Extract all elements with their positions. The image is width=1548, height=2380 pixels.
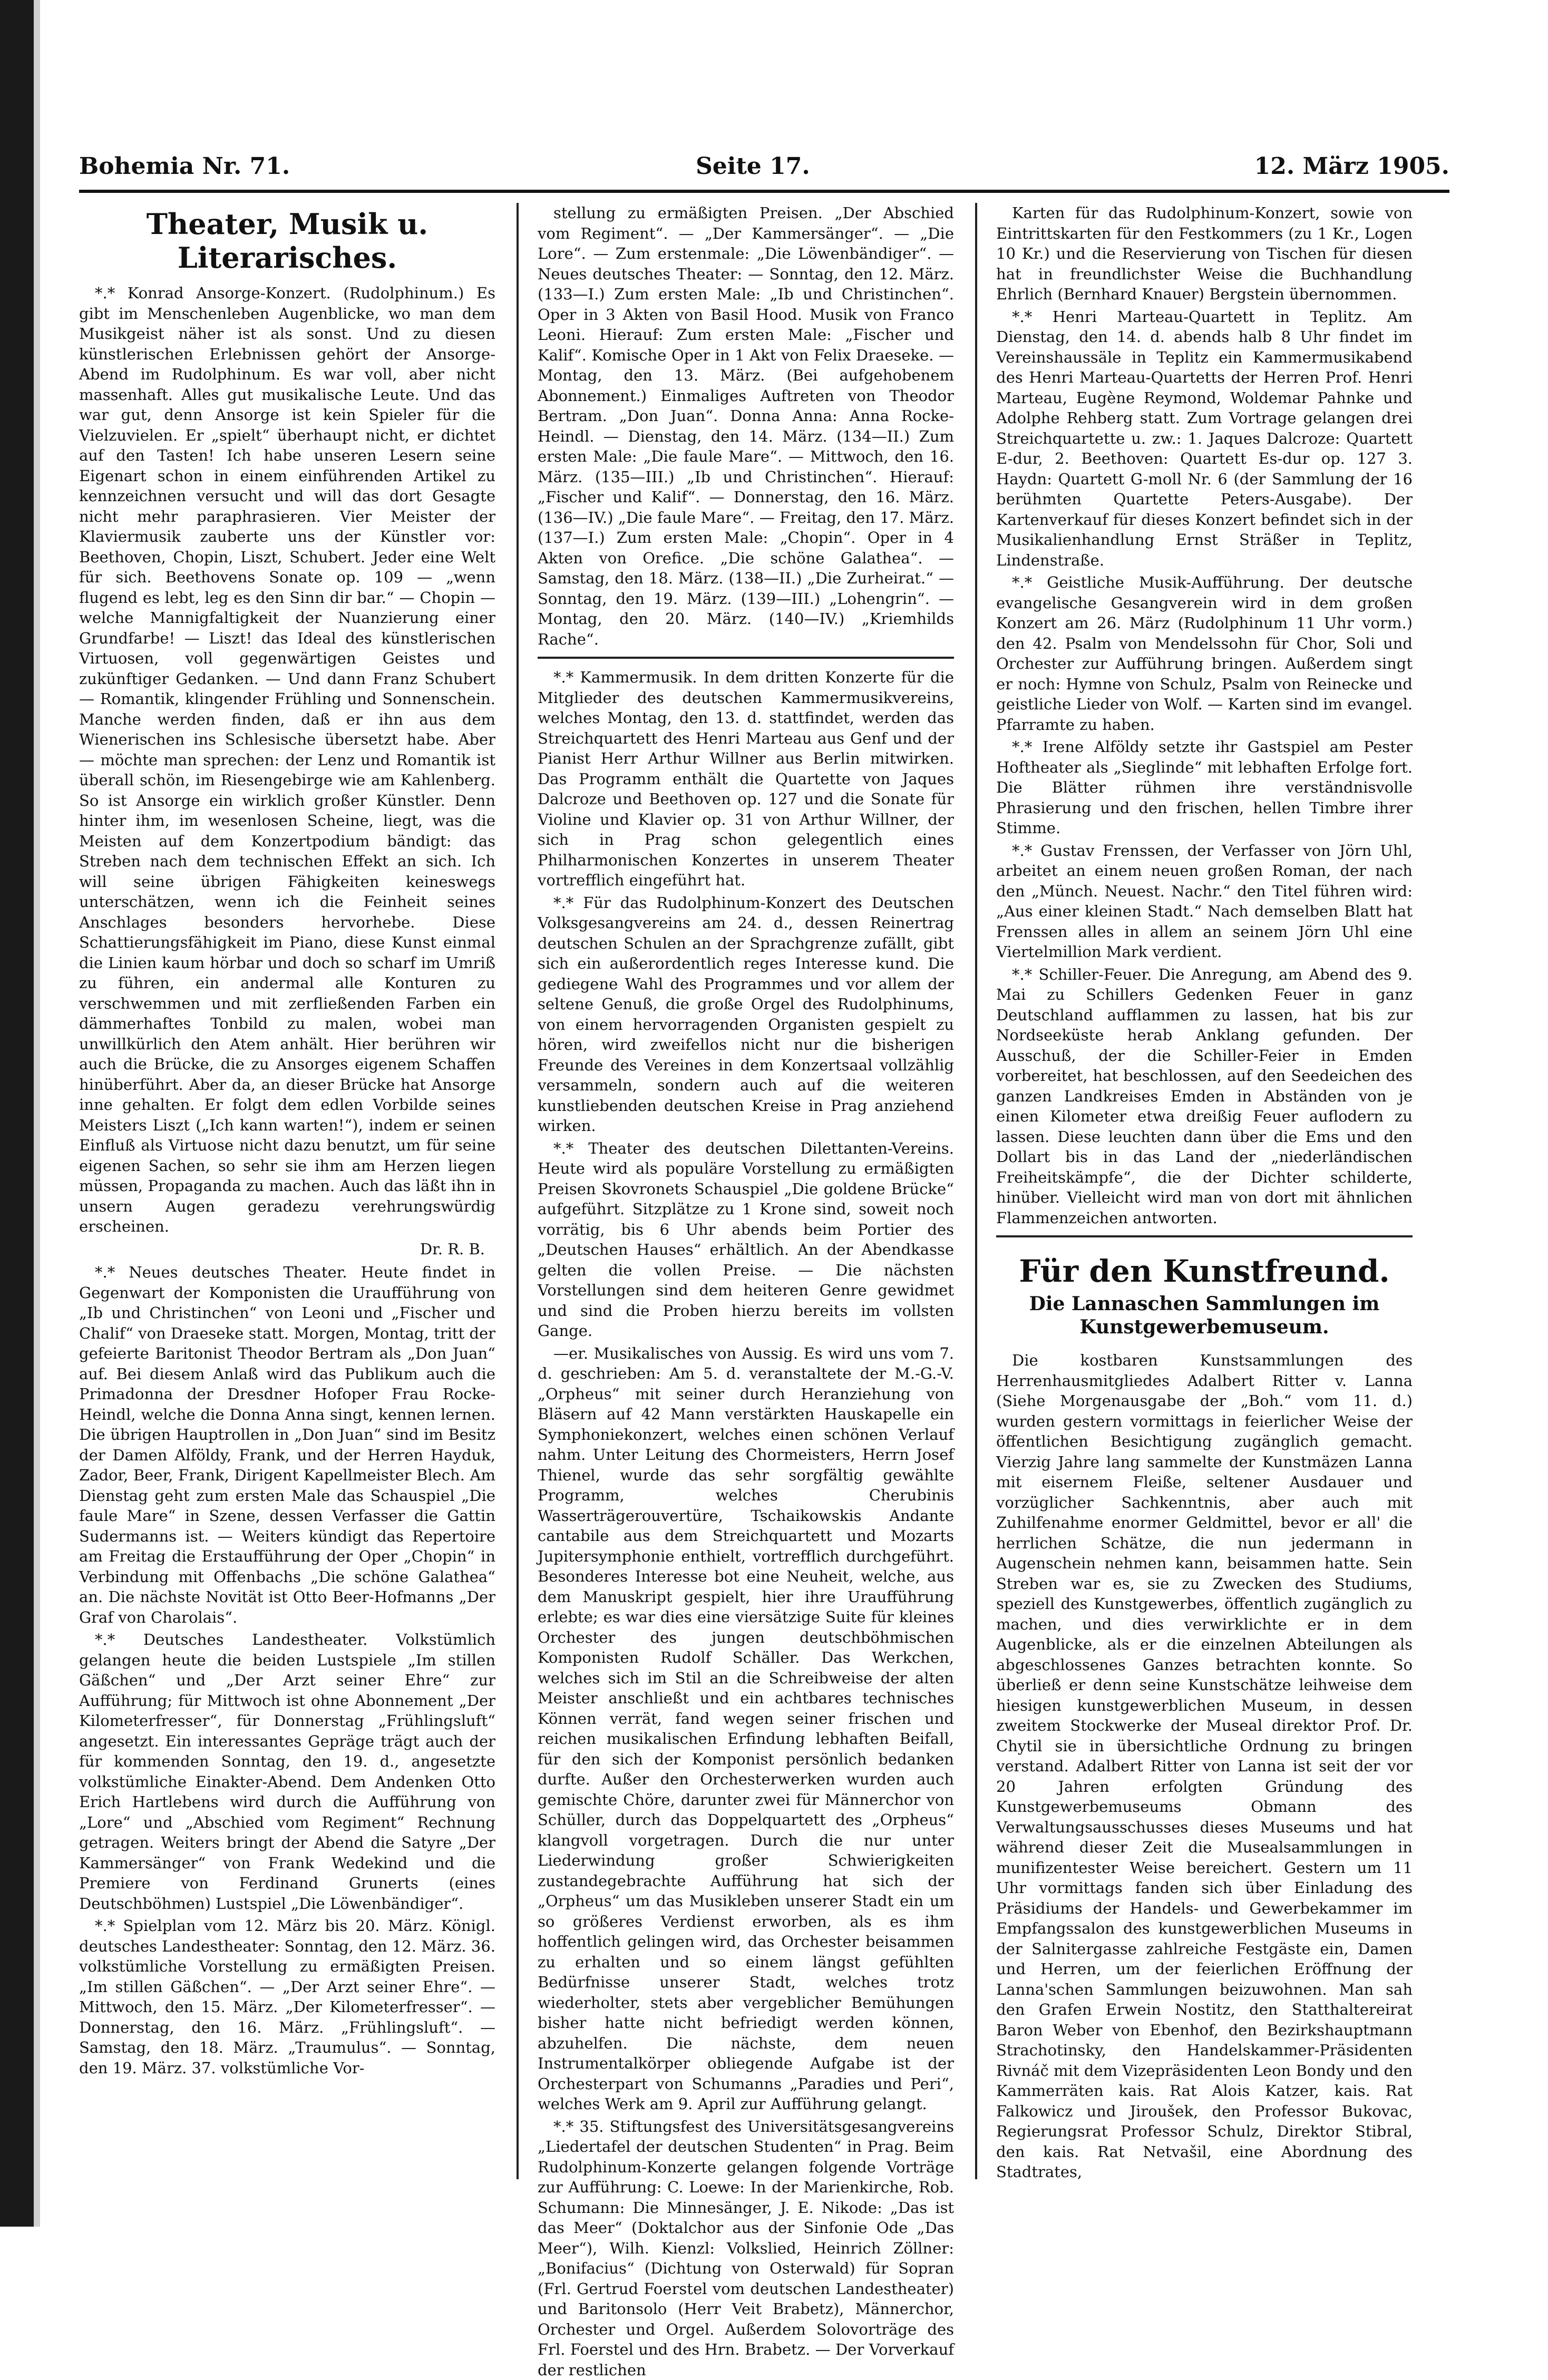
section-title: Theater, Musik u. Literarisches. bbox=[79, 207, 495, 275]
issue-date: 12. März 1905. bbox=[1254, 153, 1449, 180]
article-volksgesangverein: *.* Für das Rudolphinum-Konzert des Deutschen Volksgesangvereins am 24. d., dessen Reinertrag deutschen Schulen an der Sprachgrenze zufällt, gibt sich ein außerordentlich reges Interesse kund. Die gediegene Wahl des Programmes und vor allem der seltene Genuß, die große Orgel des Rudolphinums, von einem hervorragenden Organisten gespielt zu hören, wird zweifellos nicht nur die bisherigen Freunde des Vereines in dem Konzertsaal vollzählig versammeln, sondern auch auf die weiteren kunstliebenden deutschen Kreise in Prag anziehend wirken. bbox=[538, 893, 954, 1136]
newspaper-page bbox=[79, 126, 1449, 2182]
column-rule bbox=[975, 203, 977, 2179]
column-rule bbox=[517, 203, 519, 2179]
article-kammermusik: *.* Kammermusik. In dem dritten Konzerte für die Mitglieder des deutschen Kammermusikvereins, welches Montag, den 13. d. stattfindet, werden das Streichquartett des Henri Marteau aus Genf und der Pianist Herr Arthur Willner aus Berlin mitwirken. Das Programm enthält die Quartette von Jaques Dalcroze und Beethoven op. 127 und die Sonate für Violine und Klavier op. 31 von Arthur Willner, der sich in Prag schon gelegentlich eines Philharmonischen Konzertes in unserem Theater vortrefflich eingeführt hat. bbox=[538, 667, 954, 891]
section-title-kunstfreund: Für den Kunstfreund. bbox=[996, 1253, 1413, 1289]
column-1 bbox=[79, 203, 495, 2179]
article-frenssen: *.* Gustav Frenssen, der Verfasser von Jörn Uhl, arbeitet an einem neuen großen Roman, der nach den „Münch. Neuest. Nachr.“ den Titel führen wird: „Aus einer kleinen Stadt.“ Nach demselben Blatt hat Frenssen alles in allem an seinem Jörn Uhl eine Viertelmillion Mark verdient. bbox=[996, 841, 1413, 962]
article-lanna: Die kostbaren Kunstsammlungen des Herrenhausmitgliedes Adalbert Ritter v. Lanna (Siehe Morgenausgabe der „Boh.“ vom 11. d.) wurden gestern vormittags in feierlicher Weise der öffentlichen Besichtigung zugänglich gemacht. Vierzig Jahre lang sammelte der Kunstmäzen Lanna mit eisernem Fleiße, seltener Ausdauer und vorzüglicher Sachkenntnis, aber auch mit Zuhilfenahme enormer Geldmittel, bevor er all' die herrlichen Schätze, die nun jedermann in Augenschein nehmen kann, beisammen hatte. Sein Streben war es, sie zu Zwecken des Studiums, speziell des Kunstgewerbes, öffentlich zugänglich zu machen, und dies verwirklichte er in dem Augenblicke, als er die einzelnen Abteilungen als abgeschlossenes Ganzes betrachten konnte. So überließ er denn seine Kunstschätze leihweise dem hiesigen kunstgewerblichen Museum, in dessen zweitem Stockwerke der Museal direktor Prof. Dr. Chytil sie in übersichtliche Ordnung zu bringen verstand. Adalbert Ritter von Lanna ist seit der vor 20 Jahren erfolgten Gründung des Kunstgewerbemuseums Obmann des Verwaltungsausschusses dieses Museums und hat während dieser Zeit die Musealsammlungen in munifizentester Weise bereichert. Gestern um 11 Uhr vormittags fanden sich über Einladung des Präsidiums der Handels- und Gewerbekammer im Empfangssalon des kunstgewerblichen Museums in der Salnitergasse zahlreiche Festgäste ein, Damen und Herren, um der feierlichen Eröffnung der Lanna'schen Sammlungen beizuwohnen. Man sah den Grafen Erwein Nostitz, den Statthaltereirat Baron Weber von Ebenhof, den Bezirkshauptmann Strachotinsky, den Handelskammer-Präsidenten Rivnáč mit dem Vizepräsidenten Leon Bondy und den Kammerräten kais. Rat Alois Katzer, kais. Rat Falkowicz und Jiroušek, den Professor Bukovac, Regierungsrat Professor Schulz, Direktor Stibral, den kais. Rat Netvašil, eine Abordnung des Stadtrates, bbox=[996, 1350, 1413, 2182]
article-marteau: *.* Henri Marteau-Quartett in Teplitz. Am Dienstag, den 14. d. abends halb 8 Uhr findet im Vereinshaussäle in Teplitz ein Kammermusikabend des Henri Marteau-Quartetts der Herren Prof. Henri Marteau, Eugène Reymond, Woldemar Pahnke und Adolphe Rehberg statt. Zum Vortrage gelangen drei Streichquartette u. zw.: 1. Jaques Dalcroze: Quartett E-dur, 2. Beethoven: Quartett Es-dur op. 127 3. Haydn: Quartett G-moll Nr. 6 (der Sammlung der 16 berühmten Quartette Peters-Ausgabe). Der Kartenverkauf für dieses Konzert befindet sich in der Musikalienhandlung Ernst Sträßer in Teplitz, Lindenstraße. bbox=[996, 307, 1413, 571]
article-landestheater: *.* Deutsches Landestheater. Volkstümlich gelangen heute die beiden Lustspiele „Im stillen Gäßchen“ und „Der Arzt seiner Ehre“ zur Aufführung; für Mittwoch ist ohne Abonnement „Der Kilometerfresser“, für Donnerstag „Frühlingsluft“ angesetzt. Ein interessantes Gepräge trägt auch der für kommenden Sonntag, den 19. d., angesetzte volkstümliche Einakter-Abend. Dem Andenken Otto Erich Hartlebens wird durch die Aufführung von „Lore“ und „Abschied vom Regiment“ Rechnung getragen. Weiters bringt der Abend die Satyre „Der Kammersänger“ von Frank Wedekind und die Premiere von Ferdinand Grunerts (eines Deutschböhmen) Lustspiel „Die Löwenbändiger“. bbox=[79, 1630, 495, 1914]
page-number: Seite 17. bbox=[696, 153, 810, 180]
column-2 bbox=[538, 203, 954, 2179]
article-signature: Dr. R. B. bbox=[79, 1239, 485, 1260]
column-3 bbox=[996, 203, 1413, 2179]
page-header bbox=[79, 153, 1449, 193]
article-neues-deutsches-theater: *.* Neues deutsches Theater. Heute findet in Gegenwart der Komponisten die Uraufführung von „Ib und Christinchen“ von Leoni und „Fischer und Chalif“ von Draeseke statt. Morgen, Montag, tritt der gefeierte Baritonist Theodor Bertram als „Don Juan“ auf. Bei diesem Anlaß wird das Publikum auch die Primadonna der Dresdner Hofoper Frau Rocke-Heindl, welche die Donna Anna singt, kennen lernen. Die übrigen Hauptrollen in „Don Juan“ sind im Besitz der Damen Alföldy, Frank, und der Herren Hayduk, Zador, Beer, Frank, Dirigent Kapellmeister Blech. Am Dienstag geht zum ersten Male das Schauspiel „Die faule Mare“ in Szene, dessen Verfasser die Gattin Sudermanns ist. — Weiters kündigt das Repertoire am Freitag die Erstaufführung der Oper „Chopin“ in Verbindung mit Offenbachs „Die schöne Galathea“ an. Die nächste Novität ist Otto Beer-Hofmanns „Der Graf von Charolais“. bbox=[79, 1262, 495, 1627]
article-aussig: —er. Musikalisches von Aussig. Es wird uns vom 7. d. geschrieben: Am 5. d. veranstaltete der M.-G.-V. „Orpheus“ mit seiner durch Heranziehung von Bläsern auf 42 Mann verstärkten Hauskapelle ein Symphoniekonzert, welches einen schönen Verlauf nahm. Unter Leitung des Chormeisters, Herrn Josef Thienel, wurde das sehr sorgfältig gewählte Programm, welches Cherubinis Wasserträgerouvertüre, Tschaikowskis Andante cantabile aus dem Streichquartett und Mozarts Jupitersymphonie enthielt, vortrefflich durchgeführt. Besonderes Interesse bot eine Neuheit, welche, aus dem Manuskript gespielt, hier ihre Uraufführung erlebte; es war dies eine viersätzige Suite für kleines Orchester des jungen deutschböhmischen Komponisten Rudolf Schäller. Das Werkchen, welches sich im Stil an die Schreibweise der alten Meister anschließt und ein achtbares technisches Können verrät, fand wegen seiner frischen und reichen musikalischen Erfindung lebhaften Beifall, für den sich der Komponist persönlich bedanken durfte. Außer den Orchesterwerken wurden auch gemischte Chöre, darunter zwei für Männerchor von Schüller, durch das Doppelquartett des „Orpheus“ klangvoll vorgetragen. Durch die nur unter Liederwindung großer Schwierigkeiten zustandegebrachte Aufführung hat sich der „Orpheus“ um das Musikleben unserer Stadt ein um so größeres Verdienst erworben, als es ihm hoffentlich gelingen wird, das Orchester beisammen zu erhalten und so einem längst gefühlten Bedürfnisse unserer Stadt, welches trotz wiederholter, stets aber vergeblicher Bemühungen bisher hatte nicht befriedigt werden können, abzuhelfen. Die nächste, dem neuen Instrumentalkörper obliegende Aufgabe ist der Orchesterpart von Schumanns „Paradies und Peri“, welches Werk am 9. April zur Aufführung gelangt. bbox=[538, 1343, 954, 2114]
article-spielplan-cont: stellung zu ermäßigten Preisen. „Der Abschied vom Regiment“. — „Der Kammersänger“. — „Die Lore“. — Zum erstenmale: „Die Löwenbändiger“. — Neues deutsches Theater: — Sonntag, den 12. März. (133—I.) Zum ersten Male: „Ib und Christinchen“. Oper in 3 Akten von Basil Hood. Musik von Franco Leoni. Hierauf: Zum ersten Male: „Fischer und Kalif“. Komische Oper in 1 Akt von Felix Draeseke. — Montag, den 13. März. (Bei aufgehobenem Abonnement.) Einmaliges Auftreten von Theodor Bertram. „Don Juan“. Donna Anna: Anna Rocke-Heindl. — Dienstag, den 14. März. (134—II.) Zum ersten Male: „Die faule Mare“. — Mittwoch, den 16. März. (135—III.) „Ib und Christinchen“. Hierauf: „Fischer und Kalif“. — Donnerstag, den 16. März. (136—IV.) „Die faule Mare“. — Freitag, den 17. März. (137—I.) Zum ersten Male: „Chopin“. Oper in 4 Akten von Orefice. „Die schöne Galathea“. — Samstag, den 18. März. (138—II.) „Die Zurheirat.“ — Sonntag, den 19. März. (139—III.) „Lohengrin“. — Montag, den 20. März. (140—IV.) „Kriemhilds Rache“. bbox=[538, 203, 954, 649]
article-ansorge: *.* Konrad Ansorge-Konzert. (Rudolphinum.) Es gibt im Menschenleben Augenblicke, wo man dem Musikgeist näher ist als sonst. Und zu diesen künstlerischen Erlebnissen gehört der Ansorge-Abend im Rudolphinum. Es war voll, aber nicht massenhaft. Alles gut musikalische Leute. Und das war gut, denn Ansorge ist kein Spieler für die Vielzuvielen. Er „spielt“ überhaupt nicht, er dichtet auf den Tasten! Ich habe unseren Lesern seine Eigenart schon in einem einführenden Artikel zu kennzeichnen versucht und will das dort Gesagte nicht mehr paraphrasieren. Vier Meister der Klaviermusik zauberte uns der Künstler vor: Beethoven, Chopin, Liszt, Schubert. Jeder eine Welt für sich. Beethovens Sonate op. 109 — „wenn flugend es lebt, leg es den Sinn dir bar.“ — Chopin — welche Mannigfaltigkeit der Nuanzierung einer Grundfarbe! — Liszt! das Ideal des künstlerischen Virtuosen, voll gegenwärtigen Geistes und zukünftiger Gedanken. — Und dann Franz Schubert — Romantik, klingender Frühling und Sonnenschein. Manche werden finden, daß er ihn aus dem Wienerischen ins Schlesische übersetzt habe. Aber — möchte man sprechen: der Lenz und Romantik ist überall schön, im Riesengebirge wie am Kahlenberg. So ist Ansorge ein wirklich großer Künstler. Denn hinter ihm, im wesenlosen Scheine, liegt, was die Meisten auf dem Konzertpodium bändigt: das Streben nach dem technischen Effekt an sich. Ich will seine übrigen Fähigkeiten keineswegs unterschätzen, wenn ich die Feinheit seines Anschlages besonders hervorhebe. Diese Schattierungsfähigkeit im Piano, diese Kunst einmal die Linien kaum hörbar und doch so scharf im Umriß zu führen, ein andermal alle Konturen zu verschwemmen und mit zerfließenden Farben ein dämmerhaftes Tonbild zu malen, wobei man unwillkürlich den Atem anhält. Hier berühren wir auch die Brücke, die zu Ansorges eigenem Schaffen hinüberführt. Aber da, an dieser Brücke hat Ansorge inne gehalten. Er folgt dem edlen Vorbilde seines Meisters Liszt („Ich kann warten!“), indem er seinen Einfluß als Virtuose nicht dazu benutzt, um für seine eigenen Sachen, so sehr sie ihm am Herzen liegen müssen, Propaganda zu machen. Auch das läßt ihn in unsern Augen geradezu verehrungswürdig erscheinen. bbox=[79, 283, 495, 1237]
article-schiller-feuer: *.* Schiller-Feuer. Die Anregung, am Abend des 9. Mai zu Schillers Gedenken Feuer in ganz Deutschland aufflammen zu lassen, hat bis zur Nordseeküste herab Anklang gefunden. Der Ausschuß, der die Schiller-Feier in Emden vorbereitet, hat beschlossen, auf den Seedeichen des ganzen Landkreises Emden in Abständen von je einen Kilometer etwa dreißig Feuer auflodern zu lassen. Diese leuchten dann über die Ems und den Dollart bis in das Land der „niederländischen Freiheitskämpfe“, die der Dichter schilderte, hinüber. Vielleicht wird man von dort mit ähnlichen Flammenzeichen antworten. bbox=[996, 964, 1413, 1228]
article-alfoeldy: *.* Irene Alföldy setzte ihr Gastspiel am Pester Hoftheater als „Sieglinde“ mit lebhaften Erfolge fort. Die Blätter rühmen ihre verständnisvolle Phrasierung und den frischen, hellen Timbre ihrer Stimme. bbox=[996, 737, 1413, 838]
article-stiftungsfest: *.* 35. Stiftungsfest des Universitätsgesangvereins „Liedertafel der deutschen Studenten“ in Prag. Beim Rudolphinum-Konzerte gelangen folgende Vorträge zur Aufführung: C. Loewe: In der Marienkirche, Rob. Schumann: Die Minnesänger, J. E. Nikode: „Das ist das Meer“ (Doktalchor aus der Sinfonie Ode „Das Meer“), Wilh. Kienzl: Volkslied, Heinrich Zöllner: „Bonifacius“ (Dichtung von Osterwald) für Sopran (Frl. Gertrud Foerstel vom deutschen Landestheater) und Baritonsolo (Herr Veit Brabetz), Männerchor, Orchester und Orgel. Außerdem Solovorträge des Frl. Foerstel und des Hrn. Brabetz. — Der Vorverkauf der restlichen bbox=[538, 2116, 954, 2380]
divider bbox=[538, 657, 954, 659]
divider bbox=[996, 1235, 1413, 1237]
scan-border bbox=[0, 0, 34, 2227]
article-spielplan: *.* Spielplan vom 12. März bis 20. März. Königl. deutsches Landestheater: Sonntag, den 12. März. 36. volkstümliche Vorstellung zu ermäßigten Preisen. „Im stillen Gäßchen“. — „Der Arzt seiner Ehre“. — Mittwoch, den 15. März. „Der Kilometerfresser“. — Donnerstag, den 16. März. „Frühlingsluft“. — Samstag, den 18. März. „Traumulus“. — Sonntag, den 19. März. 37. volkstümliche Vor- bbox=[79, 1916, 495, 2078]
issue-number: Bohemia Nr. 71. bbox=[79, 153, 290, 180]
article-subtitle: Die Lannaschen Sammlungen im Kunstgewerbemuseum. bbox=[996, 1292, 1413, 1339]
article-karten: Karten für das Rudolphinum-Konzert, sowie von Eintrittskarten für den Festkommers (zu 1 Kr., Logen 10 Kr.) und die Reservierung von Tischen für diesen hat in freundlichster Weise die Buchhandlung Ehrlich (Bernhard Knauer) Bergstein übernommen. bbox=[996, 203, 1413, 305]
article-dilettanten: *.* Theater des deutschen Dilettanten-Vereins. Heute wird als populäre Vorstellung zu ermäßigten Preisen Skovronets Schauspiel „Die goldene Brücke“ aufgeführt. Sitzplätze zu 1 Krone sind, soweit noch vorrätig, bis 6 Uhr abends beim Portier des „Deutschen Hauses“ erhältlich. An der Abendkasse gelten die vollen Preise. — Die nächsten Vorstellungen sind dem heiteren Genre gewidmet und sind die Proben hierzu bereits im vollsten Gange. bbox=[538, 1138, 954, 1341]
scan-border-edge bbox=[34, 0, 40, 2227]
article-geistliche-musik: *.* Geistliche Musik-Aufführung. Der deutsche evangelische Gesangverein wird in dem großen Konzert am 26. März (Rudolphinum 11 Uhr vorm.) den 42. Psalm von Mendelssohn für Chor, Soli und Orchester zur Aufführung bringen. Außerdem singt er noch: Hymne von Schulz, Psalm von Reinecke und geistliche Lieder von Wolf. — Karten sind im evangel. Pfarramte zu haben. bbox=[996, 572, 1413, 735]
